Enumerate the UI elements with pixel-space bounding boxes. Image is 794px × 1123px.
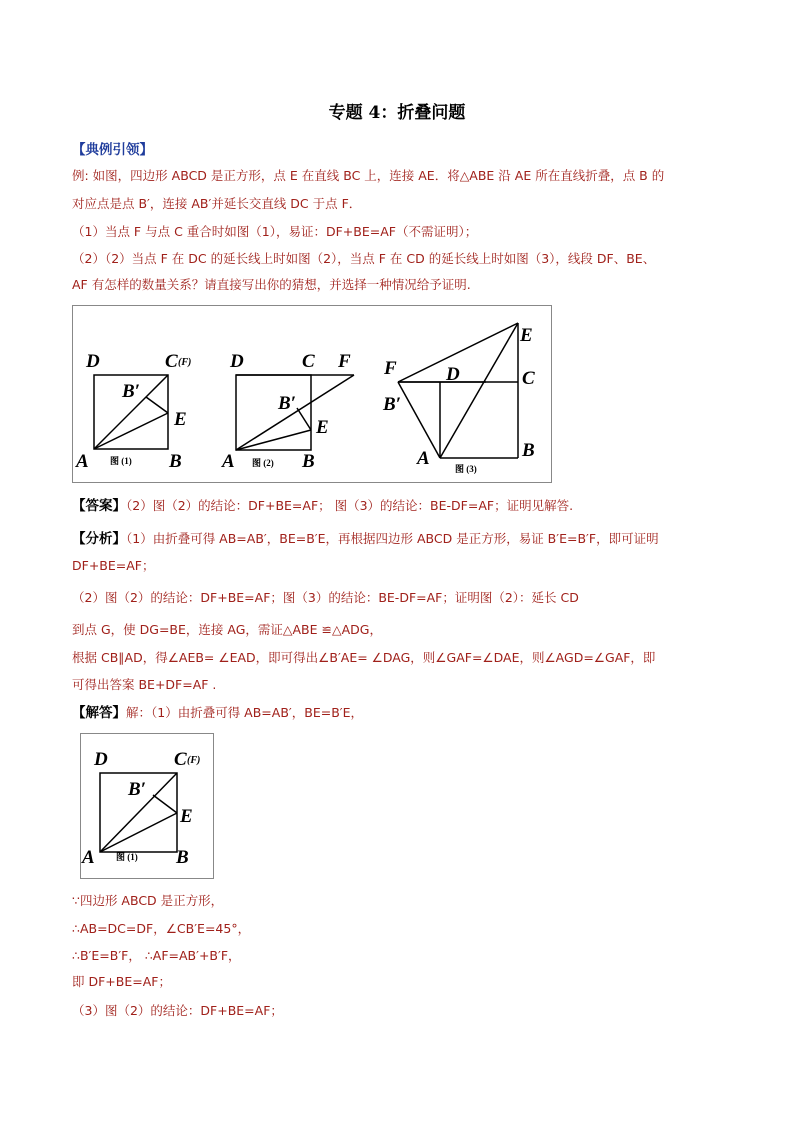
fig3-label-e: E [520,325,533,346]
fig3-label-a: A [417,448,430,469]
solution-step-5: （3）图（2）的结论：DF+BE=AF； [72,1003,283,1018]
fig3-label-d: D [446,364,460,385]
analysis-line-4: 到点 G，使 DG=BE，连接 AG，需证△ABE ≌△ADG， [72,622,382,637]
sol-fig-label-c: C [174,749,187,770]
fig1-label-b: B [169,451,182,472]
fig2-label-d: D [230,351,244,372]
fig2-label-b-prime: B′ [278,393,297,414]
problem-line-2: 对应点是点 B′，连接 AB′并延长交直线 DC 于点 F． [72,196,362,211]
fig1-label-a: A [76,451,89,472]
fig2-label-a: A [222,451,235,472]
sol-fig-label-b: B [176,847,189,868]
fig1-caption: 图 (1) [110,456,132,466]
sol-fig-label-f: (F) [187,755,201,766]
sol-fig-label-e: E [180,806,193,827]
solution-figure-panel [80,733,214,879]
fig2-caption: 图 (2) [252,458,274,468]
fig3-label-b-prime: B′ [383,394,402,415]
solution-label: 【解答】 [72,705,126,721]
analysis-line-3: （2）图（2）的结论：DF+BE=AF；图（3）的结论：BE-DF=AF；证明图（2）：延长 CD [72,590,579,605]
solution-step-3: ∴B′E=B′F， ∴AF=AB′+B′F， [72,948,241,963]
problem-line-3: （1）当点 F 与点 C 重合时如图（1），易证：DF+BE=AF（不需证明）； [72,224,478,239]
answer-text: （2）图（2）的结论：DF+BE=AF； 图（3）的结论：BE-DF=AF；证明见解答. [126,498,574,513]
fig3-caption: 图 (3) [455,464,477,474]
analysis-line-1: （1）由折叠可得 AB=AB′，BE=B′E，再根据四边形 ABCD 是正方形，易证 B′E=B′F，即可证明 [126,531,659,546]
analysis-line-5: 根据 CB∥AD，得∠AEB= ∠EAD，即可得出∠B′AE= ∠DAG，则∠GAF=∠DAE，则∠AGD=∠GAF，即 [72,650,656,665]
fig1-label-e: E [174,409,187,430]
sol-fig-label-b-prime: B′ [128,779,147,800]
fig1-label-b-prime: B′ [122,381,141,402]
analysis-line-6: 可得出答案 BE+DF=AF . [72,677,217,692]
solution-step-4: 即 DF+BE=AF； [72,974,171,989]
fig3-label-c: C [522,368,535,389]
problem-line-4: （2）（2）当点 F 在 DC 的延长线上时如图（2），当点 F 在 CD 的延长线上时如图（3），线段 DF、BE、 [72,251,656,266]
section-heading: 【典例引领】 [72,142,153,158]
fig1-label-c: C [165,351,178,372]
problem-line-1: 例: 如图，四边形 ABCD 是正方形，点 E 在直线 BC 上，连接 AE．将△ABE 沿 AE 所在直线折叠，点 B 的 [72,168,665,183]
fig2-label-c: C [302,351,315,372]
figures-panel [72,305,552,483]
sol-fig-caption: 图 (1) [116,852,138,862]
fig3-label-f: F [384,358,397,379]
solution-step-2: ∴AB=DC=DF，∠CB′E=45°， [72,921,251,936]
problem-line-5: AF 有怎样的数量关系？请直接写出你的猜想，并选择一种情况给予证明. [72,277,471,292]
fig1-label-d: D [86,351,100,372]
fig2-label-e: E [316,417,329,438]
fig2-label-b: B [302,451,315,472]
answer-label: 【答案】 [72,498,126,514]
sol-fig-label-a: A [82,847,95,868]
analysis-line-2: DF+BE=AF； [72,558,155,573]
solution-step-1: ∵四边形 ABCD 是正方形， [72,893,224,908]
analysis-row [72,531,659,547]
solution-line-1: 解：（1）由折叠可得 AB=AB′，BE=B′E， [126,705,364,720]
page-title: 专题 4：折叠问题 [328,103,466,123]
solution-row [72,705,363,721]
sol-fig-label-d: D [94,749,108,770]
fig1-label-f: (F) [178,357,192,368]
fig3-label-b: B [522,440,535,461]
fig2-label-f: F [338,351,351,372]
answer-row [72,498,573,514]
analysis-label: 【分析】 [72,531,126,547]
